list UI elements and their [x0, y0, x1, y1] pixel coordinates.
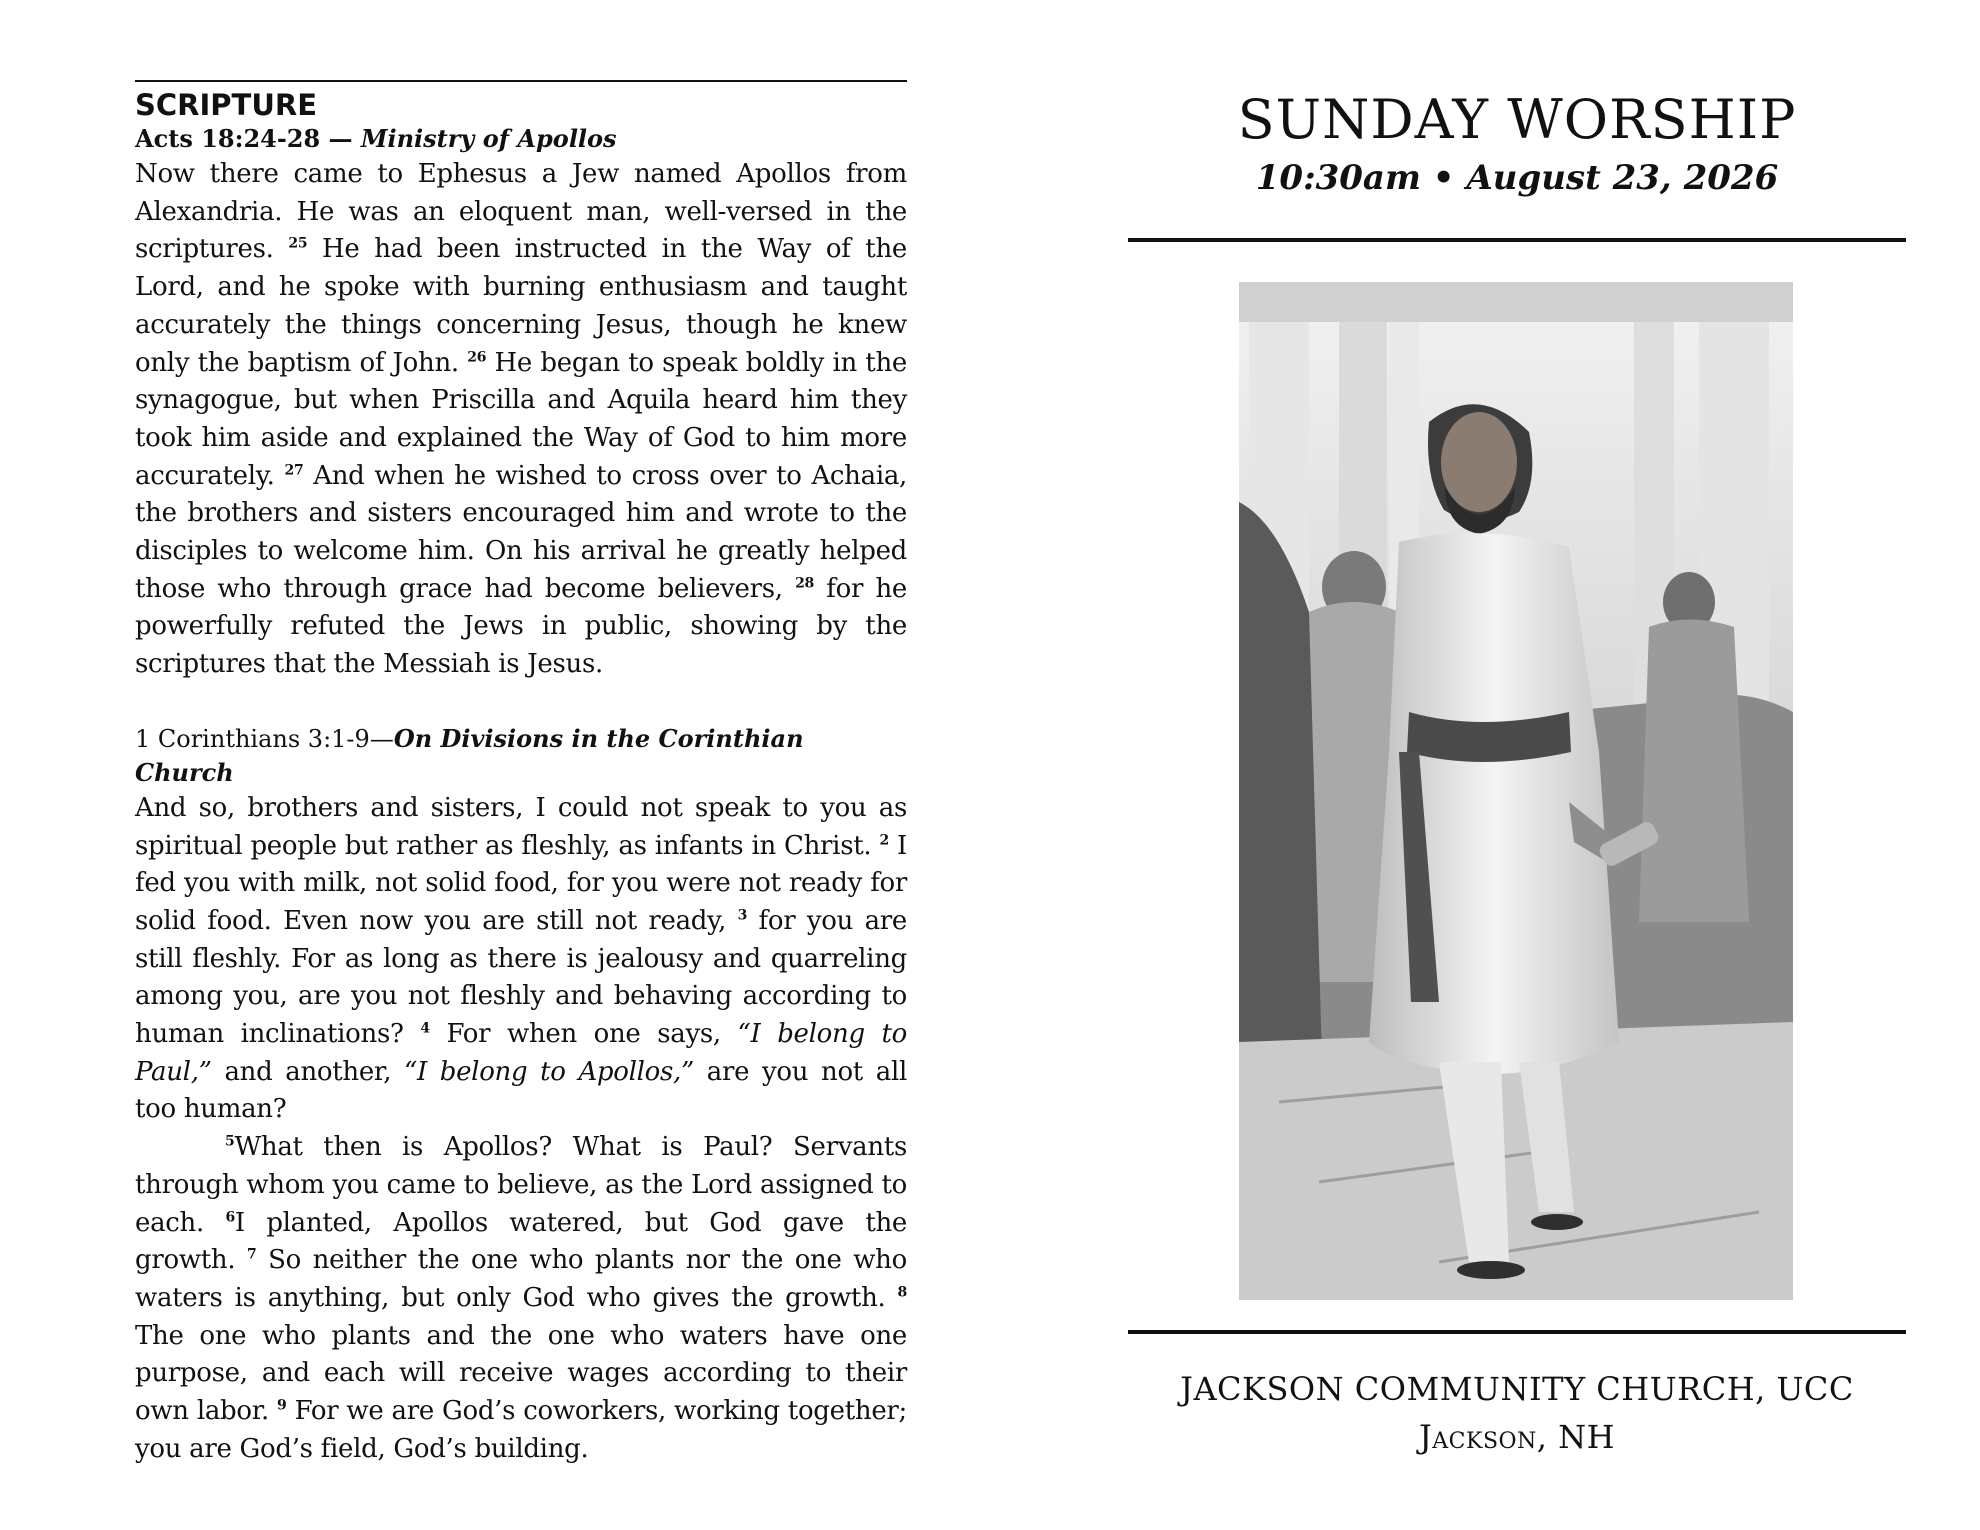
reading2-sep: —: [369, 724, 394, 753]
reading1-reference: [135, 122, 907, 156]
verse-text: So neither the one who plants nor the one who waters is anything, but only God who gives the growth.: [135, 1245, 907, 1313]
verse-text: I planted, Apollos watered, but God gave the growth.: [135, 1207, 907, 1276]
verse-text: and another,: [211, 1056, 404, 1087]
top-rule: [135, 80, 907, 82]
church-location: Jackson, NH: [1418, 1418, 1616, 1456]
reading2-ref: 1 Corinthians 3:1-9: [135, 724, 370, 753]
scripture-column: [135, 80, 907, 1469]
verse-text: for you are still fleshly. For as long as there is jealousy and quarreling among you, are you not fleshly and behaving according to human inclinations?: [135, 905, 907, 1050]
reading1-subtitle: Ministry of Apollos: [360, 124, 617, 153]
reading2-reference: [135, 722, 907, 790]
verse-text: I fed you with milk, not solid food, for you were not ready for solid food. Even now you are still not ready,: [135, 830, 907, 936]
verse-text: for he powerfully refuted the Jews in public, showing by the scriptures that the Messiah is Jesus.: [135, 573, 907, 680]
verse-number: 2: [879, 831, 889, 848]
verse-text: Now there came to Ephesus a Jew named Apollos from Alexandria. He was an eloquent man, well-versed in the scriptures.: [135, 159, 907, 265]
verse-text: are you not all too human?: [135, 1056, 907, 1125]
reading2-paragraph-2: [135, 1129, 907, 1468]
verse-number: 3: [737, 907, 748, 924]
verse-text: He had been instructed in the Way of the Lord, and he spoke with burning enthusiasm and taught accurately the things concerning Jesus, though he knew only the baptism of John.: [135, 234, 907, 378]
apollos-illustration: [1239, 282, 1793, 1300]
verse-number: 8: [897, 1284, 907, 1301]
cover-photo: [1239, 282, 1793, 1300]
verse-number: 9: [277, 1397, 287, 1414]
verse-number: 28: [795, 575, 814, 592]
verse-number: 26: [467, 348, 487, 365]
verse-number: 4: [420, 1020, 430, 1037]
verse-number: 27: [284, 461, 304, 478]
cover-rule-top: [1128, 238, 1906, 242]
quote-paul: “I belong to Paul,”: [135, 1019, 907, 1087]
cover-rule-bottom: [1128, 1330, 1906, 1334]
service-time-date: 10:30am • August 23, 2026: [1255, 158, 1779, 198]
verse-text: He began to speak boldly in the synagogue, but when Priscilla and Aquila heard him they took him aside and explained the Way of God to him more accurately.: [135, 347, 907, 491]
cover-title: SUNDAY WORSHIP: [1237, 88, 1797, 151]
reading2-paragraph-1: [135, 790, 907, 1129]
scripture-heading: SCRIPTURE: [135, 88, 318, 122]
quote-apollos: “I belong to Apollos,”: [403, 1056, 694, 1087]
verse-text: For we are God’s coworkers, working together; you are God’s field, God’s building.: [135, 1396, 908, 1464]
verse-text: The one who plants and the one who waters have one purpose, and each will receive wages according to their own labor.: [135, 1320, 907, 1427]
verse-text: What then is Apollos? What is Paul? Servants through whom you came to believe, as the Lord assigned to each.: [135, 1132, 907, 1238]
reading2-subtitle: On Divisions in the Corinthian Church: [135, 723, 804, 787]
reading1-sep: —: [320, 124, 361, 153]
verse-text: For when one says,: [429, 1019, 738, 1050]
verse-text: And so, brothers and sisters, I could not speak to you as spiritual people but rather as fleshly, as infants in Christ.: [135, 792, 907, 861]
verse-number: 7: [247, 1246, 257, 1263]
reading1-text: [135, 156, 907, 684]
verse-number: 5: [225, 1133, 235, 1150]
reading1-ref: Acts 18:24-28: [135, 124, 321, 153]
verse-number: 6: [225, 1208, 235, 1225]
verse-number: 25: [288, 235, 308, 252]
church-name: JACKSON COMMUNITY CHURCH, UCC: [1180, 1370, 1854, 1408]
verse-text: And when he wished to cross over to Achaia, the brothers and sisters encouraged him and wrote to the disciples to welcome him. On his arrival he greatly helped those who through grace had become believers,: [135, 460, 908, 604]
spacer: [135, 684, 907, 722]
